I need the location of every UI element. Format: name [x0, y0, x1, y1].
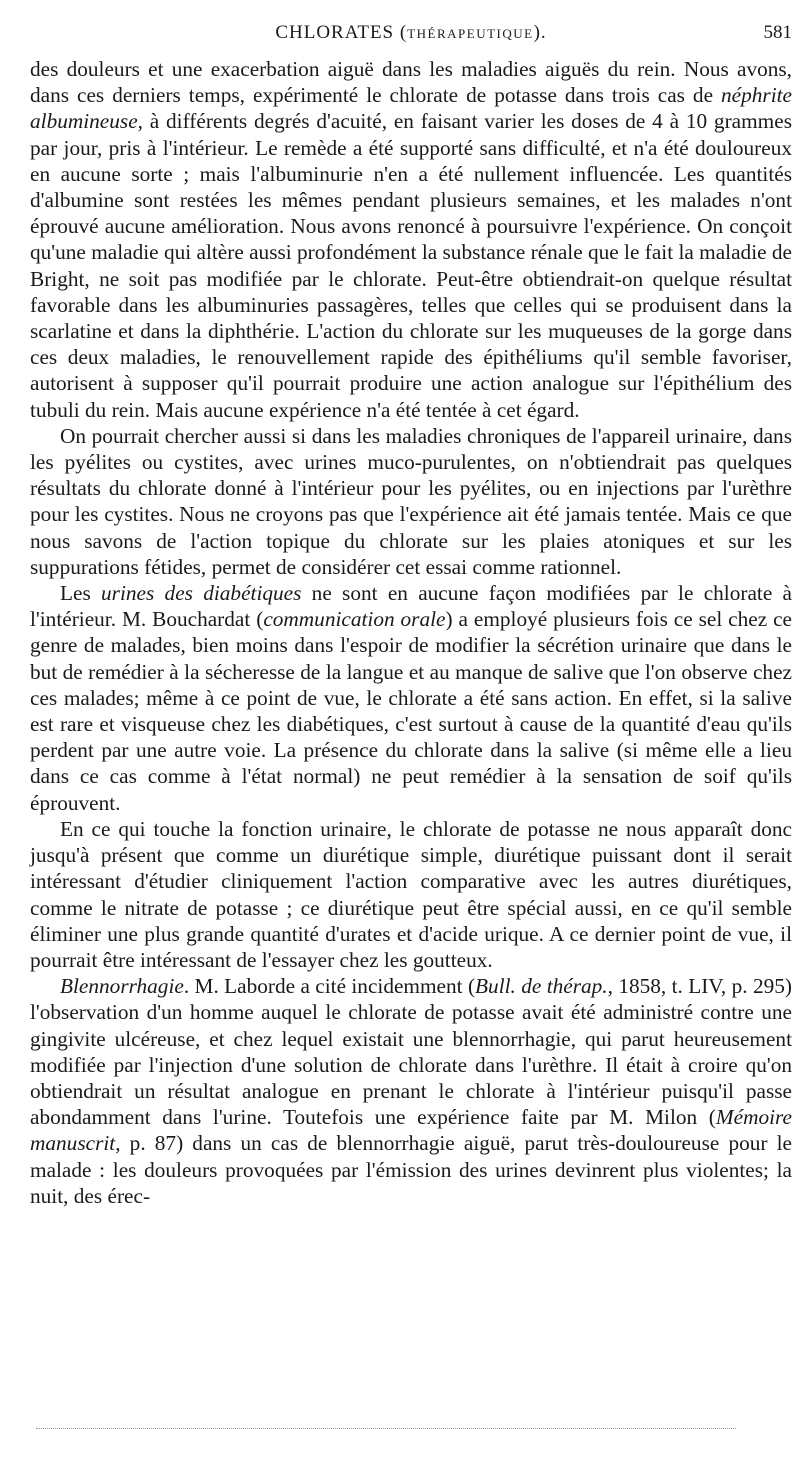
text-run: ) a employé plusieurs fois ce sel chez ce genre de malades, bien moins dans l'espoir de modifier la sécrétion urinaire que dans le but de remédier à la sécheresse de la langue et au manque de salive que l'on observe chez ces malades; même à ce point de vue, le chlorate a été sans action. En effet, si la salive est rare et visqueuse chez les diabétiques, c'est surtout à cause de la quantité d'eau qu'ils perdent par une autre voie. La présence du chlorate dans la salive (si même elle a lieu dans ce cas comme à l'état normal) ne peut remédier à la sensation de soif qu'ils éprouvent.: [30, 607, 793, 815]
paragraph: [30, 973, 792, 1209]
running-title-main: CHLORATES: [275, 22, 395, 43]
paragraph: [30, 423, 792, 580]
paragraph: [30, 56, 792, 423]
page-number: 581: [763, 22, 792, 43]
italic-text: communication orale: [263, 607, 446, 632]
italic-text: urines des diabétiques: [101, 581, 302, 606]
text-run: Les: [60, 581, 102, 606]
running-head: [30, 22, 792, 56]
text-run: On pourrait chercher aussi si dans les maladies chroniques de l'appareil urinaire, dans les pyélites ou cystites, avec urines muco-purulentes, on n'obtiendrait pas quelques résultats du chlorate donné à l'intérieur pour les pyélites, ou en injections par l'urèthre pour les cystites. Nous ne croyons pas que l'expérience ait été jamais tentée. Mais ce que nous savons de l'action topique du chlorate sur les plaies atoniques et sur les suppurations fétides, permet de considérer cet essai comme rationnel.: [30, 423, 792, 579]
text-run: . M. Laborde a cité incidemment (: [183, 974, 476, 999]
book-page: [30, 22, 792, 1209]
text-run: , p. 87) dans un cas de blennorrhagie aiguë, parut très-douloureuse pour le malade : les douleurs provoquées par l'émission des urines devinrent plus violentes; la nuit, des érec-: [30, 1131, 792, 1208]
text-run: , à différents degrés d'acuité, en faisant varier les doses de 4 à 10 grammes par jour, pris à l'intérieur. Le remède a été supporté sans difficulté, et n'a été douloureux en aucune sorte ; mais l'albuminurie n'en a été nullement influencée. Les quantités d'albumine sont restées les mêmes pendant plusieurs semaines, et les malades n'ont éprouvé aucune amélioration. Nous avons renoncé à poursuivre l'expérience. On conçoit qu'une maladie qui altère aussi profondément la substance rénale que le fait la maladie de Bright, ne soit pas modifiée par le chlorate. Peut-être obtiendrait-on quelque résultat favorable dans les albuminuries passagères, telles que celles qui se produisent dans la scarlatine et dans la diphthérie. L'action du chlorate sur les muqueuses de la gorge dans ces deux maladies, le renouvellement rapide des épithéliums qu'il semble favoriser, autorisent à supposer qu'il pourrait produire une action analogue sur l'épithélium des tubuli du rein. Mais aucune expérience n'a été tentée à cet égard.: [30, 109, 792, 422]
paragraph: [30, 580, 792, 816]
bottom-margin-trace: [36, 1428, 736, 1429]
italic-text: néphrite albumineuse: [30, 83, 792, 134]
running-title: [30, 22, 792, 44]
italic-text: Blennorrhagie: [60, 974, 184, 999]
text-run: des douleurs et une exacerbation aiguë dans les maladies aiguës du rein. Nous avons, dans ces derniers temps, expérimenté le chlorate de potasse dans trois cas de: [30, 57, 792, 108]
italic-text: Bull. de thérap.: [475, 974, 608, 999]
text-run: ne sont en aucune façon modifiées par le chlorate à l'intérieur. M. Bouchardat (: [30, 581, 793, 632]
body-text: [30, 56, 792, 1209]
running-title-sub: THÉRAPEUTIQUE: [407, 26, 534, 41]
text-run: En ce qui touche la fonction urinaire, le chlorate de potasse ne nous apparaît donc jusqu'à présent que comme un diurétique simple, diurétique puissant dont il serait intéressant d'étudier cliniquement l'action comparative avec les autres diurétiques, comme le nitrate de potasse ; ce diurétique peut être spécial aussi, en ce qu'il semble éliminer une plus grande quantité d'urates et d'acide urique. A ce dernier point de vue, il pourrait être intéressant de l'essayer chez les goutteux.: [30, 816, 792, 972]
running-title-close: ).: [533, 22, 547, 43]
paragraph: [30, 816, 792, 973]
running-title-open: (: [394, 22, 408, 43]
italic-text: Mémoire manuscrit: [30, 1105, 792, 1156]
text-run: , 1858, t. LIV, p. 295) l'observation d'un homme auquel le chlorate de potasse avait été administré contre une gingivite ulcéreuse, et chez lequel existait une blennorrhagie, qui parut heureusement modifiée par l'injection d'une solution de chlorate dans l'urèthre. Il était à croire qu'on obtiendrait un résultat analogue en prenant le chlorate à l'intérieur puisqu'il passe abondamment dans l'urine. Toutefois une expérience faite par M. Milon (: [30, 974, 792, 1130]
